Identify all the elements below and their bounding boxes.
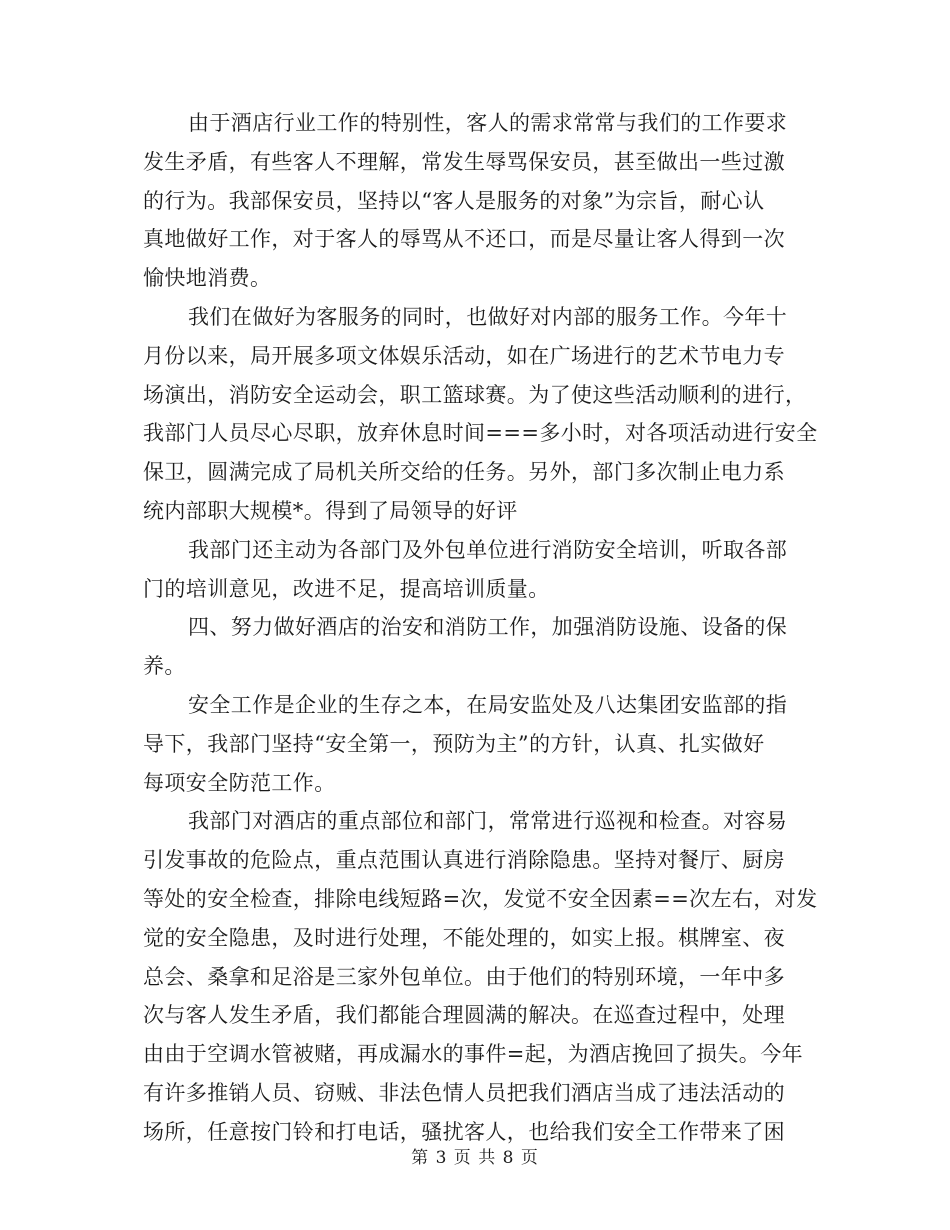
text-line: 引发事故的危险点，重点范围认真进行消除隐患。坚持对餐厅、厨房 [143, 848, 785, 873]
text-line: 的行为。我部保安员，坚持以“客人是服务的对象”为宗旨，耐心认 [143, 188, 765, 213]
text-line: 有许多推销人员、窃贼、非法色情人员把我们酒店当成了违法活动的 [143, 1080, 785, 1105]
paragraph-6 [143, 802, 818, 1151]
text-line: 月份以来，局开展多项文体娱乐活动，如在广场进行的艺术节电力专 [143, 343, 785, 368]
text-line: 安全工作是企业的生存之本，在局安监处及八达集团安监部的指 [188, 692, 788, 717]
paragraph-3 [143, 531, 811, 609]
section-heading-4 [143, 608, 811, 686]
document-body [143, 104, 818, 1152]
text-line: 由于酒店行业工作的特别性，客人的需求常常与我们的工作要求 [188, 111, 788, 135]
text-line: 统内部职大规模*。得到了局领导的好评 [143, 498, 518, 523]
text-line: 由由于空调水管被赌，再成漏水的事件=起，为酒店挽回了损失。今年 [143, 1042, 803, 1067]
text-line: 总会、桑拿和足浴是三家外包单位。由于他们的特别环境，一年中多 [143, 964, 785, 989]
text-line: 次与客人发生矛盾，我们都能合理圆满的解决。在巡查过程中，处理 [143, 1003, 785, 1028]
text-line: 愉快地消费。 [143, 266, 272, 291]
text-line: 我部门人员尽心尽职，放弃休息时间===多小时，对各项活动进行安全 [143, 421, 818, 446]
text-line: 门的培训意见，改进不足，提高培训质量。 [143, 576, 550, 601]
text-line: 保卫，圆满完成了局机关所交给的任务。另外，部门多次制止电力系 [143, 460, 785, 485]
paragraph-2 [143, 298, 818, 531]
text-line: 等处的安全检查，排除电线短路=次，发觉不安全因素==次左右，对发 [143, 886, 818, 911]
text-line: 我们在做好为客服务的同时，也做好对内部的服务工作。今年十 [188, 304, 788, 329]
text-line: 我部门对酒店的重点部位和部门，常常进行巡视和检查。对容易 [188, 809, 788, 834]
text-line: 导下，我部门坚持“安全第一，预防为主”的方针，认真、扎实做好 [143, 731, 765, 756]
text-line: 真地做好工作，对于客人的辱骂从不还口，而是尽量让客人得到一次 [143, 227, 785, 252]
text-line: 四、努力做好酒店的治安和消防工作，加强消防设施、设备的保 [188, 615, 788, 640]
page-number-footer: 第 3 页 共 8 页 [411, 1148, 539, 1168]
paragraph-1 [143, 104, 811, 298]
text-line: 觉的安全隐患，及时进行处理，不能处理的，如实上报。棋牌室、夜 [143, 925, 785, 950]
text-line: 发生矛盾，有些客人不理解，常发生辱骂保安员，甚至做出一些过激 [143, 149, 785, 174]
text-line: 我部门还主动为各部门及外包单位进行消防安全培训，听取各部 [188, 537, 788, 562]
paragraph-5 [143, 686, 811, 802]
text-line: 场演出，消防安全运动会，职工篮球赛。为了使这些活动顺利的进行， [143, 382, 807, 407]
text-line: 场所，任意按门铃和打电话，骚扰客人，也给我们安全工作带来了困 [143, 1119, 785, 1144]
text-line: 每项安全防范工作。 [143, 770, 336, 795]
text-line: 养。 [143, 654, 186, 679]
